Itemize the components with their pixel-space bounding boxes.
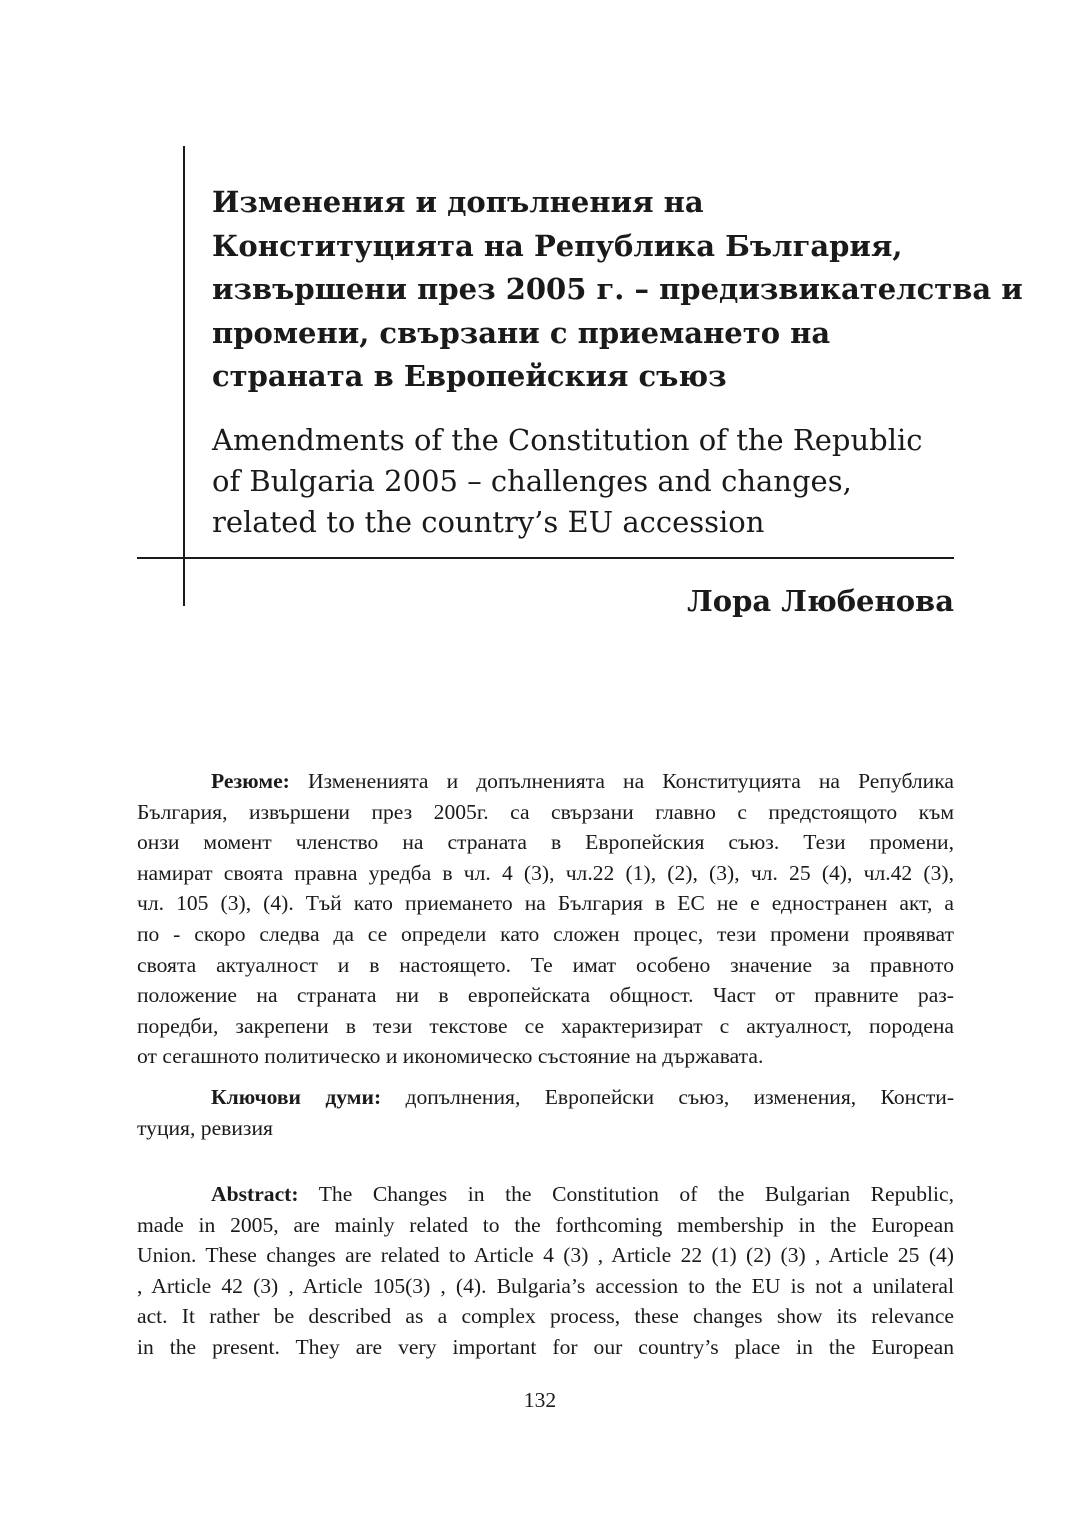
abstract-label: Abstract:: [211, 1182, 299, 1206]
text-line: по - скоро следва да се определи като сложен процес, тези промени проявяват: [137, 921, 954, 946]
title-bg-line: Конституцията на Република България,: [212, 228, 903, 263]
text-line: намират своята правна уредба в чл. 4 (3), чл.22 (1), (2), (3), чл. 25 (4), чл.42 (3),: [137, 860, 954, 885]
title-bg-line: извършени през 2005 г. – предизвикателства и: [212, 272, 1023, 306]
text-line: act. It rather be described as a complex process, these changes show its relevance: [137, 1304, 954, 1329]
text-line: [137, 766, 954, 797]
page-number: 132: [523, 1388, 557, 1412]
text-line: Union. These changes are related to Article 4 (3) , Article 22 (1) (2) (3) , Article 25 (4): [137, 1243, 954, 1268]
text-line: [137, 1082, 954, 1113]
title-en-line: of Bulgaria 2005 – challenges and changes,: [212, 464, 852, 498]
text-line: made in 2005, are mainly related to the forthcoming membership in the European: [137, 1212, 954, 1237]
title-bulgarian: [212, 181, 1023, 399]
text-line: положение на страната ни в европейската общност. Част от правните раз-: [137, 983, 954, 1008]
text-line: [137, 1179, 954, 1210]
author-name: Лора Любенова: [687, 584, 954, 618]
text-line: in the present. They are very important for our country’s place in the European: [137, 1334, 954, 1359]
text-line: България, извършени през 2005г. са свързани главно с предстоящото към: [137, 799, 954, 824]
keywords-label: Ключови думи:: [211, 1085, 382, 1109]
summary-paragraph: [137, 766, 954, 1072]
text-line: , Article 42 (3) , Article 105(3) , (4). Bulgaria’s accession to the EU is not a unilateral: [137, 1273, 954, 1298]
text-segment: допълнения, Европейски съюз, изменения, Консти-: [405, 1085, 955, 1109]
title-horizontal-rule: [137, 557, 954, 559]
text-line: поредби, закрепени в тези текстове се характеризират с актуалност, породена: [137, 1013, 954, 1038]
keywords-paragraph: [137, 1082, 954, 1143]
text-line: туция, ревизия: [137, 1115, 273, 1140]
title-english: [212, 420, 972, 543]
title-en-line: Amendments of the Constitution of the Republic: [212, 423, 923, 457]
abstract-paragraph: [137, 1179, 954, 1363]
summary-label: Резюме:: [211, 769, 290, 793]
title-en-line: related to the country’s EU accession: [212, 505, 765, 539]
title-vertical-rule: [183, 146, 185, 606]
text-segment: The Changes in the Constitution of the Bulgarian Republic,: [318, 1182, 954, 1206]
title-bg-line: Изменения и допълнения на: [212, 185, 704, 219]
text-line: от сегашното политическо и икономическо състояние на държавата.: [137, 1044, 764, 1069]
text-line: онзи момент членство на страната в Европейския съюз. Тези промени,: [137, 830, 954, 855]
text-line: своята актуалност и в настоящето. Те имат особено значение за правното: [137, 952, 954, 977]
text-line: чл. 105 (3), (4). Тъй като приемането на България в ЕС не е едностранен акт, а: [137, 891, 954, 916]
text-segment: Измененията и допълненията на Конституцията на Република: [307, 769, 954, 793]
title-bg-line: страната в Европейския съюз: [212, 359, 727, 393]
title-bg-line: промени, свързани с приемането на: [212, 315, 831, 350]
